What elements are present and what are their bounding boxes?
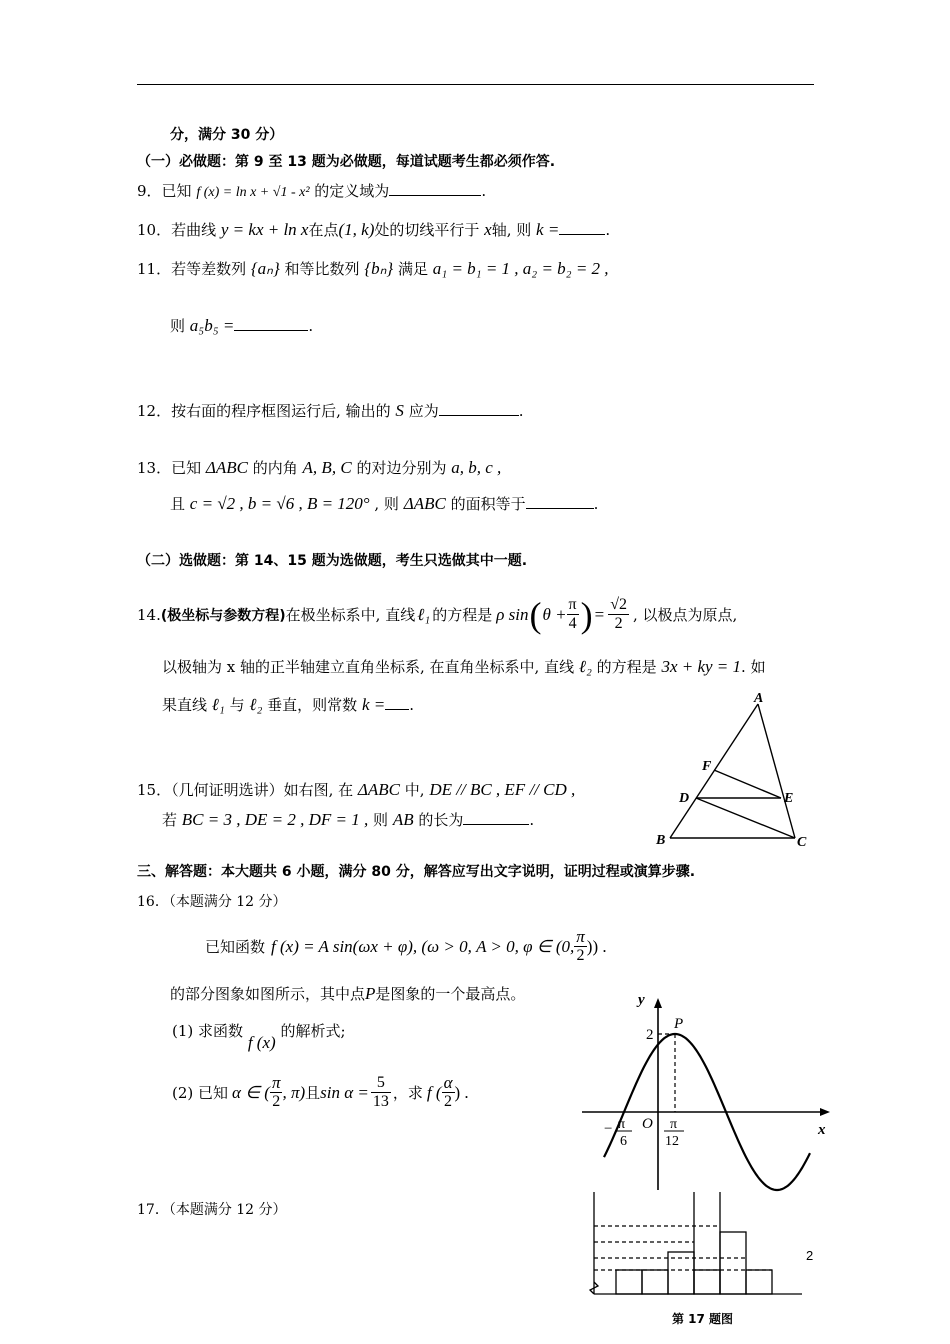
q16-p2e: ) .: [454, 1082, 469, 1102]
q10-tail: 处的切线平行于: [374, 221, 480, 239]
q16-close: )) .: [586, 936, 607, 956]
q14-eq1a: ρ sin: [496, 604, 529, 624]
q16-p2a: α ∈ (: [232, 1082, 270, 1102]
q9-tail: 的定义域为: [314, 182, 390, 200]
q11-cond: a₁ = b₁ = 1 , a₂ = b₂ = 2 ,: [432, 259, 609, 278]
q14-lparen: (: [529, 594, 542, 635]
x-axis-arrow: [820, 1108, 830, 1116]
q13-end: .: [593, 495, 599, 513]
q14-l2b: 的方程是: [596, 658, 657, 676]
label-F: F: [702, 759, 712, 774]
q14-frac-rt2-2: [608, 596, 629, 633]
part3-heading: 三、解答题：本大题共 6 小题，满分 80 分，解答应写出文字说明，证明过程或演算步骤.: [137, 864, 696, 880]
graph-two-label: 2: [646, 1027, 654, 1043]
q14-l3b: 与: [229, 696, 245, 714]
q9-answer-blank[interactable]: [389, 181, 481, 196]
question-13-line2: [170, 493, 598, 514]
q15-cond: BC = 3 , DE = 2 , DF = 1 ,: [181, 810, 369, 829]
q16-p1f: f (x): [247, 1033, 276, 1052]
q14-four: 4: [568, 615, 577, 632]
y-axis-arrow: [654, 998, 662, 1008]
q15-tri: ΔABC: [357, 780, 400, 799]
q10-answer-blank[interactable]: [559, 220, 605, 235]
question-16-part2: [172, 1074, 469, 1111]
question-14-line3: [162, 694, 414, 715]
q16-p2c: 且: [305, 1084, 321, 1102]
question-15-line2: [162, 809, 534, 830]
part2-heading: （二）选做题：第 14、15 题为选做题，考生只选做其中一题.: [137, 553, 528, 569]
question-10: [137, 219, 610, 240]
q14-pi: π: [568, 596, 577, 613]
question-14: [137, 596, 737, 633]
q16-p2-two: 2: [272, 1093, 281, 1110]
q14-line1-ref: ℓ₁: [211, 695, 225, 714]
q13-tri2: ΔABC: [403, 494, 446, 513]
part1-heading: （一）必做题：第 9 至 13 题为必做题，每道试题考生都必须作答.: [137, 154, 556, 170]
q11-expr: a₅b₅ =: [189, 316, 235, 335]
q10-num: 10．若曲线: [137, 221, 217, 239]
q14-line1: ℓ₁: [417, 604, 431, 624]
q10-mid: 在点: [308, 221, 339, 239]
question-17-head: 17．（本题满分 12 分）: [137, 1202, 287, 1218]
q12-S: S: [395, 401, 404, 420]
q11-end: .: [308, 317, 314, 335]
q15-l2mid: 则: [373, 811, 389, 829]
q10-k: k =: [536, 220, 560, 239]
q11-answer-blank[interactable]: [234, 316, 308, 331]
q14-l1b: 的方程是: [432, 606, 493, 624]
histogram-figure: [586, 1190, 806, 1302]
q16-five: 5: [371, 1074, 391, 1093]
q13-angles: A, B, C: [302, 458, 352, 477]
q16-p1: (1) 求函数: [172, 1022, 244, 1040]
q14-l2c: . 如: [741, 658, 766, 676]
q13-tail: 的对边分别为: [356, 459, 447, 477]
q11-bn: {bₙ}: [364, 259, 394, 278]
graph-six: 6: [620, 1134, 627, 1149]
question-16-part1: [172, 1020, 346, 1052]
graph-x-label: x: [818, 1122, 826, 1138]
label-D: D: [679, 791, 690, 806]
q9-expr: f (x) = ln x + √1 - x²: [196, 185, 310, 200]
graph-twelve: 12: [665, 1134, 679, 1149]
question-16-head: 16．（本题满分 12 分）: [137, 894, 287, 910]
q15-num: 15．（几何证明选讲）如右图, 在: [137, 781, 354, 799]
q13-answer-blank[interactable]: [526, 494, 594, 509]
q11-then: 则: [170, 317, 186, 335]
graph-P-label: P: [674, 1016, 684, 1032]
q10-end: .: [605, 221, 611, 239]
header-rule: [137, 84, 814, 85]
q16-two: 2: [576, 947, 585, 964]
q13-tail2: 的面积等于: [450, 495, 526, 513]
q15-end: .: [529, 811, 535, 829]
q16-desc: 的部分图象如图所示，其中点: [170, 985, 366, 1003]
q12-end: .: [518, 402, 524, 420]
q15-mid: 中,: [404, 781, 425, 799]
q16-known: 已知函数: [205, 938, 266, 956]
q14-num: 14.: [137, 605, 161, 624]
graph-pi-2: π: [670, 1117, 678, 1132]
q16-p2f: f (: [426, 1082, 442, 1102]
q16-p2-frac-pi-2: [270, 1074, 283, 1111]
q15-l2pre: 若: [162, 811, 178, 829]
q12-tail: 应为: [408, 402, 439, 420]
label-A: A: [754, 691, 764, 706]
q15-par: DE // BC , EF // CD ,: [429, 780, 576, 799]
hist-bar-1: [616, 1270, 642, 1294]
question-12: [137, 400, 523, 421]
q14-l1c: , 以极点为原点,: [633, 606, 738, 624]
section-continued: 分，满分 30 分）: [170, 127, 284, 143]
q9-num: 9．已知: [137, 182, 192, 200]
hist-bar-6: [746, 1270, 772, 1294]
graph-y-label: y: [638, 992, 645, 1008]
q16-p2sin: sin α =: [320, 1082, 369, 1102]
q14-l3c: 垂直，则常数: [267, 696, 358, 714]
q13-mid2: , 则: [374, 495, 399, 513]
q14-tag: (极坐标与参数方程): [160, 607, 286, 624]
q14-l3: 果直线: [162, 696, 208, 714]
q10-expr: y = kx + ln x: [220, 220, 309, 239]
graph-pi-1: π: [618, 1117, 626, 1132]
question-9: [137, 180, 486, 201]
q9-end: .: [481, 182, 487, 200]
q11-tail: 满足: [397, 260, 428, 278]
q16-thirteen: 13: [372, 1093, 389, 1110]
q16-p2d: ，求: [392, 1084, 423, 1102]
q10-point: (1, k): [338, 220, 375, 239]
triangle-figure: [650, 690, 815, 850]
q13-line1: 13．已知: [137, 459, 202, 477]
q13-cond: c = √2 , b = √6 , B = 120°: [189, 494, 370, 513]
question-16-function: [205, 928, 607, 965]
graph-origin-label: O: [642, 1116, 653, 1132]
q12-answer-blank[interactable]: [439, 401, 519, 416]
label-C: C: [797, 835, 807, 850]
question-11: [137, 258, 609, 279]
q15-ab: AB: [392, 810, 414, 829]
q14-two: 2: [614, 615, 623, 632]
q14-line2: ℓ₂: [578, 657, 592, 676]
page-number: 2: [806, 1248, 814, 1263]
q14-theta: θ +: [542, 604, 567, 624]
q14-rt2: √2: [610, 596, 627, 613]
label-B: B: [656, 833, 666, 848]
graph-neg-sign: −: [604, 1121, 613, 1137]
q14-frac-pi-4: [567, 596, 579, 633]
label-E: E: [784, 791, 794, 806]
q14-l2: 以极轴为 x 轴的正半轴建立直角坐标系, 在直角坐标系中, 直线: [162, 658, 575, 676]
q14-eqsign: =: [594, 604, 605, 624]
q16-frac-pi-2: [574, 928, 587, 965]
hist-bar-2: [642, 1270, 668, 1294]
q14-eq2: 3x + ky = 1: [661, 657, 742, 676]
figure-17-caption: 第 17 题图: [672, 1312, 734, 1326]
q13-mid: 的内角: [252, 459, 298, 477]
hist-bar-5: [720, 1232, 746, 1294]
q16-frac-5-13: [371, 1074, 391, 1111]
q10-tail2: 轴, 则: [491, 221, 532, 239]
q15-answer-blank[interactable]: [463, 810, 529, 825]
segment-EF: [714, 770, 781, 798]
q16-desc2: 是图象的一个最高点。: [375, 985, 526, 1003]
question-16-desc: [170, 983, 525, 1004]
q15-tail: 的长为: [418, 811, 464, 829]
q14-answer-blank[interactable]: [385, 695, 409, 710]
q14-rparen: ): [580, 594, 593, 635]
side-AC: [758, 704, 795, 838]
q13-tri: ΔABC: [205, 458, 248, 477]
q16-p2: (2) 已知: [172, 1084, 229, 1102]
q12-text: 12．按右面的程序框图运行后, 输出的: [137, 402, 391, 420]
q16-P: P: [365, 984, 376, 1003]
sine-graph: [578, 990, 840, 1195]
q16-p2b: , π): [282, 1082, 306, 1102]
q14-end: .: [409, 696, 415, 714]
q10-x: x: [484, 220, 492, 239]
q16-fx: f (x) = A sin(ωx + φ), (ω > 0, A > 0, φ ∈ (0,: [271, 936, 575, 956]
q11-mid: 和等比数列: [284, 260, 360, 278]
q16-p1b: 的解析式;: [280, 1022, 346, 1040]
q16-p2-pi: π: [271, 1073, 281, 1092]
q14-k: k =: [361, 695, 386, 714]
question-13: [137, 457, 501, 478]
hist-bar-4: [694, 1270, 720, 1294]
q11-num: 11．若等差数列: [137, 260, 247, 278]
q16-frac-alpha-2: [442, 1074, 455, 1111]
q11-an: {aₙ}: [250, 259, 280, 278]
q14-l1: 在极坐标系中, 直线: [285, 606, 416, 624]
question-11-line2: [170, 315, 313, 336]
question-14-line2: [162, 656, 766, 677]
q16-pi: π: [576, 927, 585, 946]
segment-CD: [696, 798, 795, 838]
q16-alpha: α: [443, 1073, 453, 1092]
q16-p2-two2: 2: [444, 1093, 453, 1110]
q14-line2-ref: ℓ₂: [249, 695, 263, 714]
question-15: [137, 779, 575, 800]
q13-line2pre: 且: [170, 495, 186, 513]
q13-sides: a, b, c ,: [451, 458, 502, 477]
